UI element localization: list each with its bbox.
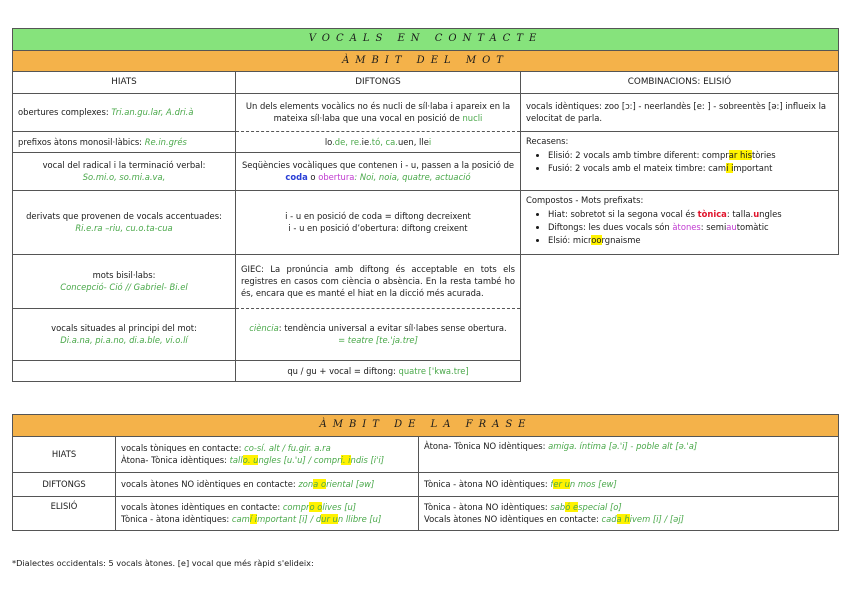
diftong-cell: GIEC: La pronúncia amb diftong és acceptable en tots els registres en casos com ciència o absència. En la resta també ho és, encara que es manté el hiat en la dicció més acurada.: [236, 254, 521, 308]
col-header-elisio: COMBINACIONS: ELISIÓ: [521, 72, 839, 94]
example: Ri.e.ra –riu, cu.o.ta-cua: [75, 223, 173, 234]
hiat-cell: prefixos àtons monosil·làbics: Re.in.grés: [13, 131, 236, 152]
mot-table: [12, 28, 839, 382]
frase-cell: Àtona- Tònica NO idèntiques: amiga. íntima [ə.'i] - poble alt [ə.'a]: [419, 436, 839, 472]
empty-cell: [521, 254, 839, 308]
hiat-cell: obertures complexes: Tri.an.gu.lar, A.dri.à: [13, 93, 236, 131]
section-title-mot: ÀMBIT DEL MOT: [13, 50, 839, 72]
elisio-cell: Recasens: • Elisió: 2 vocals amb timbre diferent: comprar històries • Fusió: 2 vocals amb el mateix timbre: camí important: [521, 131, 839, 190]
example: Concepció- Ció // Gabriel- Bi.el: [60, 282, 188, 293]
empty-cell: [521, 308, 839, 360]
col-header-diftongs: DIFTONGS: [236, 72, 521, 94]
frase-table: [12, 414, 839, 531]
frase-cell: vocals àtones NO idèntiques en contacte: zona oriental [əw]: [116, 472, 419, 496]
row-label-diftongs: DIFTONGS: [13, 472, 116, 496]
frase-cell: Tònica - àtona NO idèntiques: sabó especial [o] Vocals àtones NO idèntiques en contacte: cada hivem [i] / [əj]: [419, 496, 839, 530]
hiat-cell: [13, 360, 236, 381]
hiat-cell: vocal del radical i la terminació verbal: So.mi.o, so.mi.a.va,: [13, 152, 236, 190]
elisio-cell: Compostos - Mots prefixats: • Hiat: sobretot si la segona vocal és tònica: talla.ungles • Diftongs: les dues vocals són àtones: semiautomàtic • Elsió: microorgnaisme: [521, 190, 839, 254]
frase-cell: vocals tòniques en contacte: co-sí. alt / fu.gir. a.ra Àtona- Tònica idèntiques: tallo. ungles [u.'u] / compri. indis [i'i]: [116, 436, 419, 472]
main-title: VOCALS EN CONTACTE: [13, 29, 839, 51]
diftong-cell: Seqüències vocàliques que contenen i - u, passen a la posició de coda o obertura: Noi, noia, quatre, actuació: [236, 152, 521, 190]
diftong-cell: lo.de, re.ie.tó, ca.uen, llei: [236, 131, 521, 152]
elisio-cell: vocals idèntiques: zoo [ɔ:] - neerlandès [e: ] - sobreentès [ə:] influeix la velocitat de parla.: [521, 93, 839, 131]
example: So.mi.o, so.mi.a.va,: [82, 172, 166, 183]
hiat-cell: derivats que provenen de vocals accentuades: Ri.e.ra –riu, cu.o.ta-cua: [13, 190, 236, 254]
example: Tri.an.gu.lar, A.dri.à: [111, 107, 194, 118]
section-title-frase: ÀMBIT DE LA FRASE: [13, 415, 839, 437]
hiat-cell: vocals situades al principi del mot: Di.a.na, pi.a.no, di.a.ble, vi.o.lí: [13, 308, 236, 360]
hiat-cell: mots bisil·labs: Concepció- Ció // Gabriel- Bi.el: [13, 254, 236, 308]
diftong-cell: i - u en posició de coda = diftong decreixent i - u en posició d’obertura: diftong creixent: [236, 190, 521, 254]
frase-cell: vocals àtones idèntiques en contacte: compro olives [u] Tònica - àtona idèntiques: camí important [i] / dur un llibre [u]: [116, 496, 419, 530]
example: Re.in.grés: [144, 136, 187, 147]
example: Di.a.na, pi.a.no, di.a.ble, vi.o.lí: [60, 335, 188, 346]
diftong-cell: ciència: tendència universal a evitar síl·labes sense obertura. = teatre [te.'ja.tre]: [236, 308, 521, 360]
row-label-hiats: HIATS: [13, 436, 116, 472]
empty-cell: [521, 360, 839, 381]
frase-cell: Tònica - àtona NO idèntiques: fer un mos [ew]: [419, 472, 839, 496]
footnote: *Dialectes occidentals: 5 vocals àtones. [e] vocal que més ràpid s'elideix:: [12, 558, 314, 568]
row-label-elisio: ELISIÓ: [13, 496, 116, 530]
col-header-hiats: HIATS: [13, 72, 236, 94]
diftong-cell: qu / gu + vocal = diftong: quatre ['kwa.tre]: [236, 360, 521, 381]
diftong-cell: Un dels elements vocàlics no és nucli de síl·laba i apareix en la mateixa síl·laba que una vocal en posició de nucli: [236, 93, 521, 131]
